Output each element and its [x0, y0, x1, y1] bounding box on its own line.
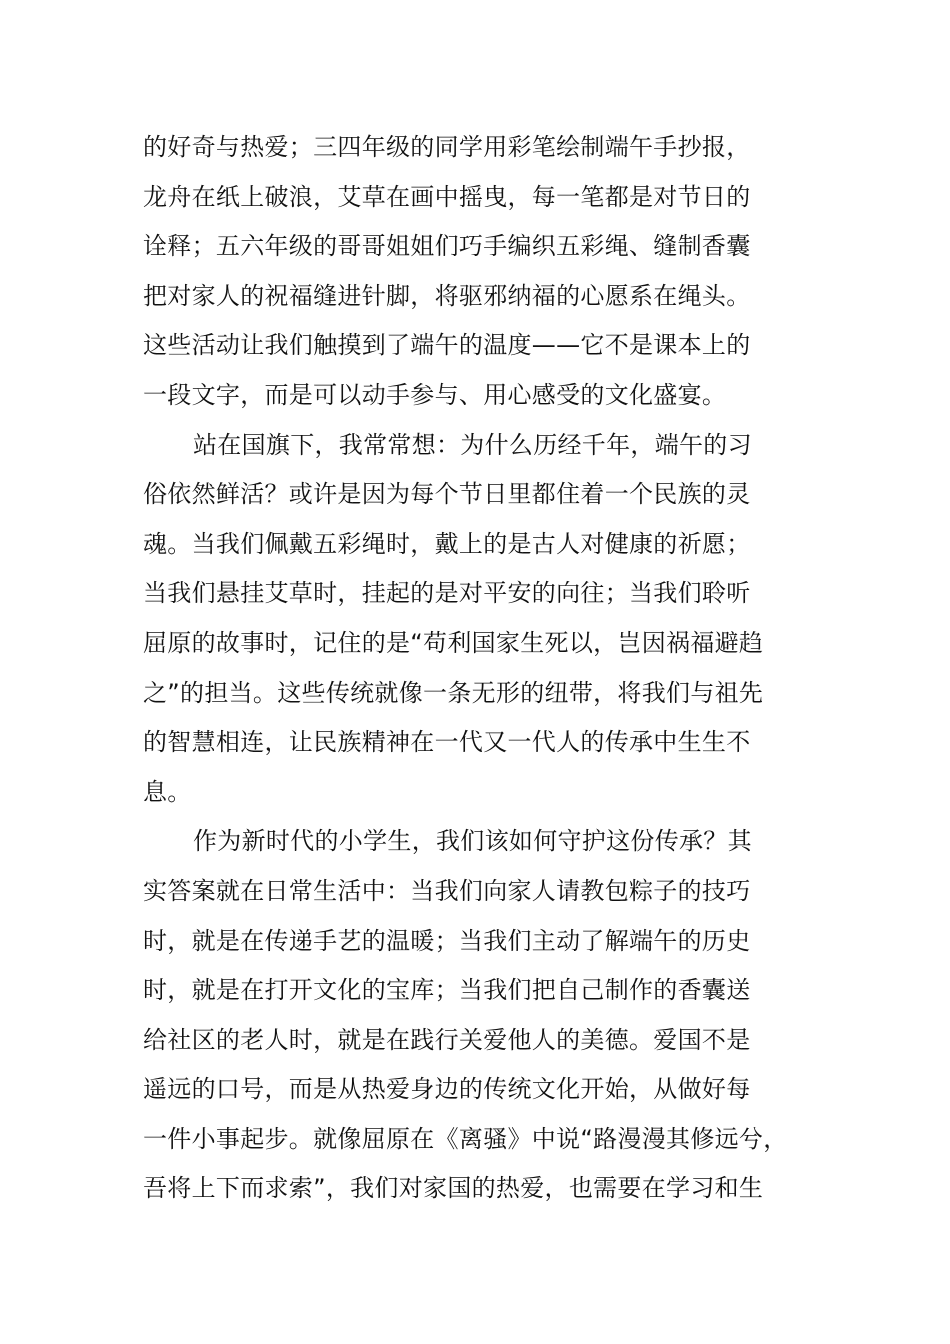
text-line: 之”的担当。这些传统就像一条无形的纽带，将我们与祖先 [143, 678, 764, 707]
text-line: 当我们悬挂艾草时，挂起的是对平安的向往；当我们聆听 [143, 579, 751, 608]
text-line: 遥远的口号，而是从热爱身边的传统文化开始，从做好每 [143, 1075, 751, 1104]
text-line: 实答案就在日常生活中：当我们向家人请教包粽子的技巧 [143, 876, 751, 905]
paragraph-first-line: 站在国旗下，我常常想：为什么历经千年，端午的习 [193, 430, 752, 459]
text-line: 给社区的老人时，就是在践行关爱他人的美德。爱国不是 [143, 1025, 751, 1054]
text-line: 龙舟在纸上破浪，艾草在画中摇曳，每一笔都是对节日的 [143, 182, 751, 211]
text-line: 诠释；五六年级的哥哥姐姐们巧手编织五彩绳、缝制香囊 [143, 232, 751, 261]
text-line: 的好奇与热爱；三四年级的同学用彩笔绘制端午手抄报， [143, 133, 751, 161]
text-line: 吾将上下而求索”，我们对家国的热爱，也需要在学习和生 [143, 1174, 764, 1203]
text-line: 一段文字，而是可以动手参与、用心感受的文化盛宴。 [143, 380, 727, 409]
text-line: 魂。当我们佩戴五彩绳时，戴上的是古人对健康的祈愿； [143, 529, 751, 558]
paragraph-first-line: 作为新时代的小学生，我们该如何守护这份传承？其 [193, 827, 752, 856]
text-line: 屈原的故事时，记住的是“苟利国家生死以，岂因祸福避趋 [143, 628, 764, 657]
text-line: 一件小事起步。就像屈原在《离骚》中说“路漫漫其修远兮， [143, 1124, 788, 1153]
text-line: 俗依然鲜活？或许是因为每个节日里都住着一个民族的灵 [143, 480, 751, 509]
body-text [143, 123, 823, 1214]
text-line: 把对家人的祝福缝进针脚，将驱邪纳福的心愿系在绳头。 [143, 281, 751, 310]
text-line: 时，就是在打开文化的宝库；当我们把自己制作的香囊送 [143, 976, 751, 1005]
text-line: 息。 [143, 777, 192, 806]
text-line: 这些活动让我们触摸到了端午的温度——它不是课本上的 [143, 331, 751, 360]
text-line: 的智慧相连，让民族精神在一代又一代人的传承中生生不 [143, 728, 751, 757]
text-line: 时，就是在传递手艺的温暖；当我们主动了解端午的历史 [143, 926, 751, 955]
